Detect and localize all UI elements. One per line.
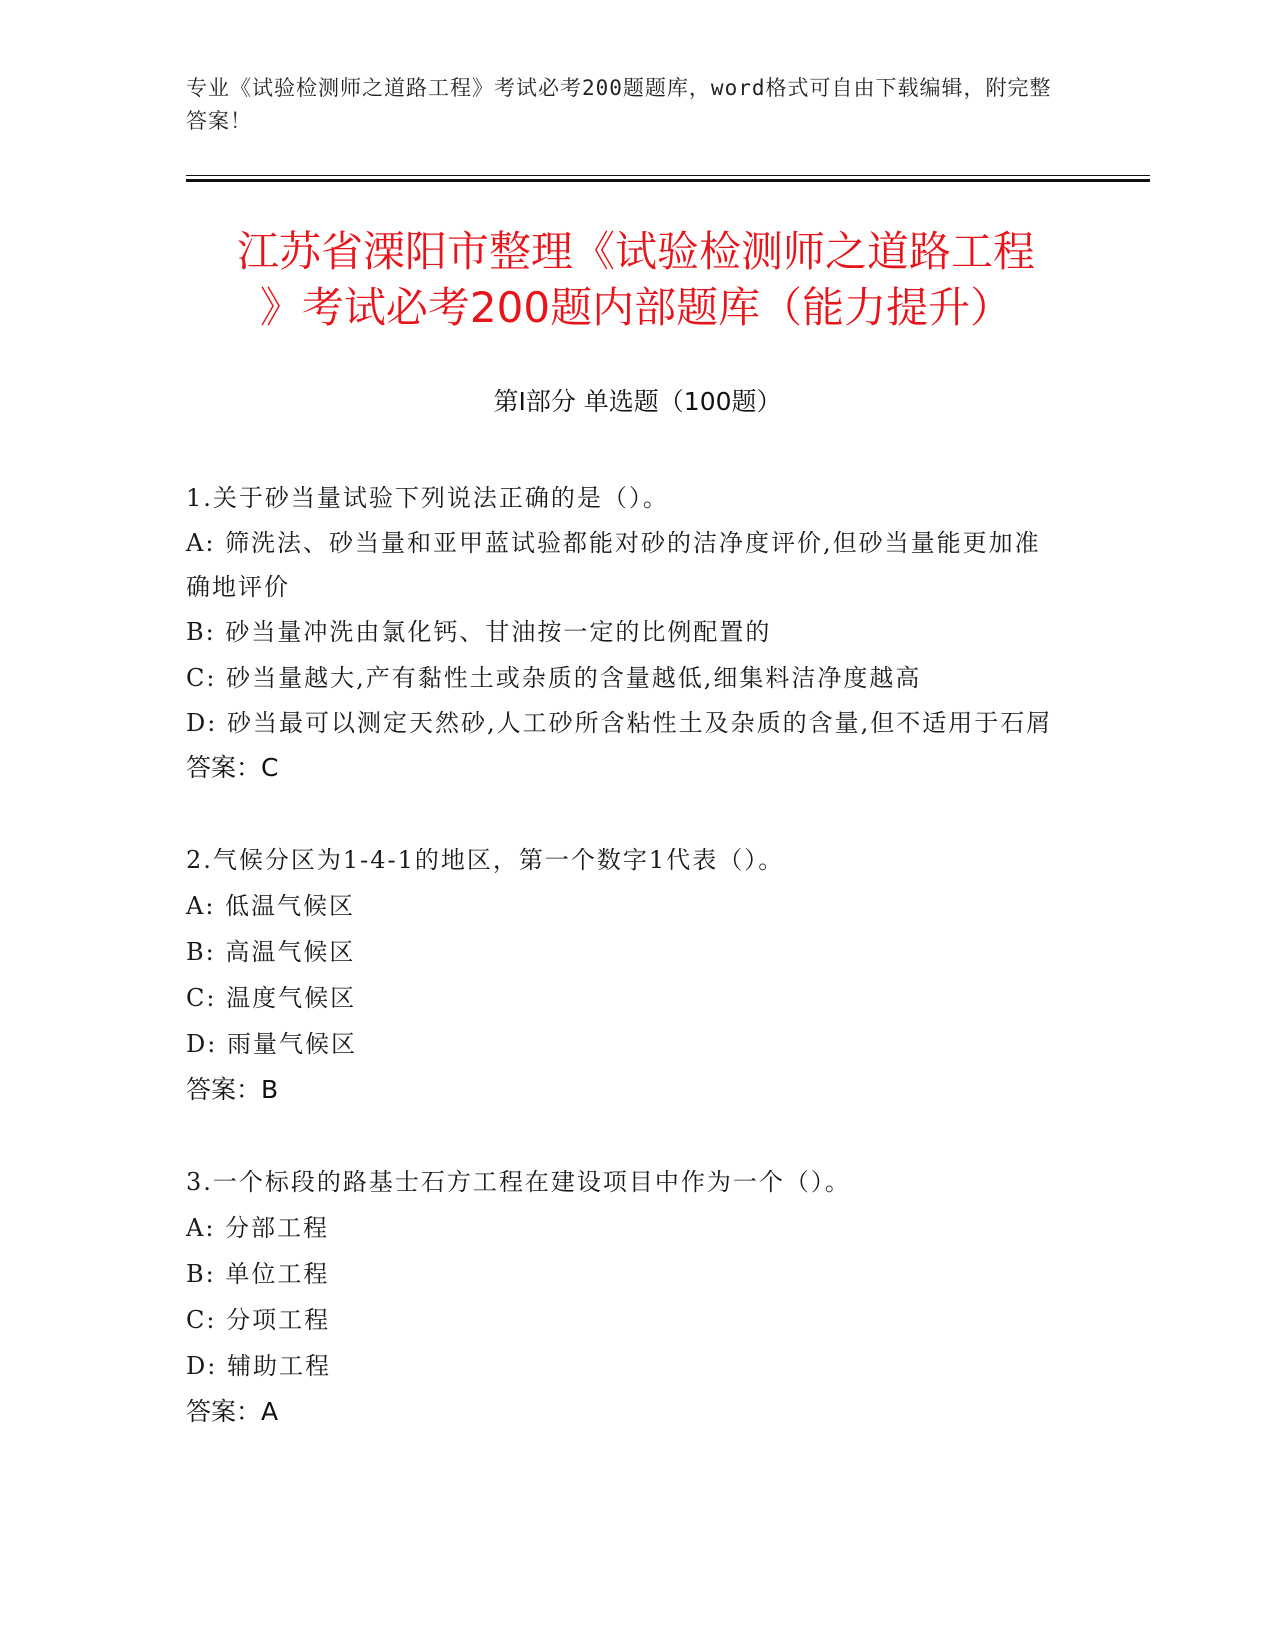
document-title	[186, 224, 1086, 336]
option-b: B: 高温气候区	[186, 938, 356, 966]
header-divider-thick	[186, 179, 1150, 182]
option-c: C: 温度气候区	[186, 984, 357, 1012]
option-b: B: 单位工程	[186, 1260, 330, 1288]
question-stem: 2.气候分区为1-4-1的地区，第一个数字1代表（）。	[186, 846, 785, 874]
header-note: 专业《试验检测师之道路工程》考试必考200题题库，word格式可自由下载编辑，附完整答案！	[186, 76, 1052, 133]
question-2	[186, 837, 1066, 1113]
option-c: C: 砂当量越大,产有黏性土或杂质的含量越低,细集料洁净度越高	[186, 664, 922, 692]
header-divider-thin	[186, 175, 1150, 176]
option-d: D: 砂当最可以测定天然砂,人工砂所含粘性土及杂质的含量,但不适用于石屑	[186, 709, 1053, 737]
option-d: D: 雨量气候区	[186, 1030, 357, 1058]
question-list	[186, 475, 1066, 1481]
option-b: B: 砂当量冲洗由氯化钙、甘油按一定的比例配置的	[186, 618, 772, 646]
answer: 答案：A	[186, 1397, 279, 1426]
question-1	[186, 475, 1066, 791]
option-a: A: 筛洗法、砂当量和亚甲蓝试验都能对砂的洁净度评价,但砂当量能更加准确地评价	[186, 529, 1041, 601]
document-title-line-1: 江苏省溧阳市整理《试验检测师之道路工程	[236, 227, 1035, 276]
option-c: C: 分项工程	[186, 1306, 331, 1334]
option-a: A: 分部工程	[186, 1214, 330, 1242]
question-stem: 1.关于砂当量试验下列说法正确的是（）。	[186, 484, 669, 512]
document-title-line-2: 》考试必考200题内部题库（能力提升）	[259, 283, 1013, 332]
answer: 答案：B	[186, 1075, 279, 1104]
section-title: 第Ⅰ部分 单选题（100题）	[493, 387, 782, 416]
question-stem: 3.一个标段的路基士石方工程在建设项目中作为一个（）。	[186, 1168, 851, 1196]
answer: 答案：C	[186, 753, 279, 782]
option-d: D: 辅助工程	[186, 1352, 331, 1380]
option-a: A: 低温气候区	[186, 892, 356, 920]
question-3	[186, 1159, 1066, 1435]
